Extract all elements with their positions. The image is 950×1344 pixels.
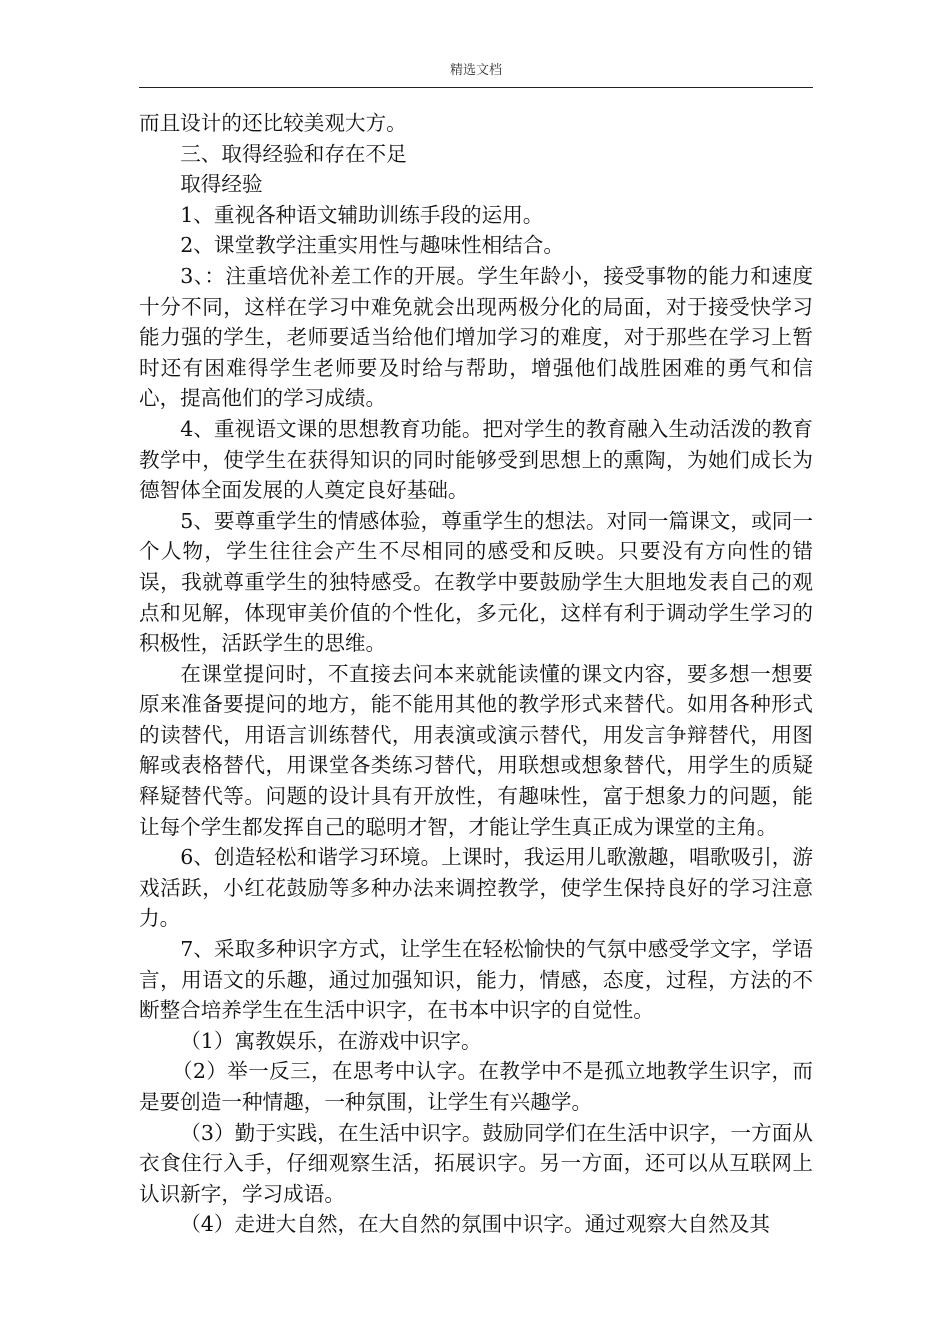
list-item: 3、：注重培优补差工作的开展。学生年龄小，接受事物的能力和速度十分不同，这样在学习中难免就会出现两极分化的局面，对于接受快学习能力强的学生，老师要适当给他们增加学习的难度，对于那些在学习上暂时还有困难得学生老师要及时给与帮助，增强他们战胜困难的勇气和信心，提高他们的学习成绩。: [139, 263, 813, 411]
page-header: 精选文档: [449, 63, 502, 78]
list-item: 7、采取多种识字方式，让学生在轻松愉快的气氛中感受学文字，学语言，用语文的乐趣，通过加强知识，能力，情感，态度，过程，方法的不断整合培养学生在生活中识字，在书本中识字的自觉性。: [139, 937, 813, 1023]
sub-list-item: （3）勤于实践，在生活中识字。鼓励同学们在生活中识字，一方面从衣食住行入手，仔细观察生活，拓展识字。另一方面，还可以从互联网上认识新字，学习成语。: [139, 1120, 813, 1206]
paragraph: 而且设计的还比较美观大方。: [139, 111, 407, 135]
list-item: 5、要尊重学生的情感体验，尊重学生的想法。对同一篇课文，或同一个人物，学生往往会产生不尽相同的感受和反映。只要没有方向性的错误，我就尊重学生的独特感受。在教学中要鼓励学生大胆地发表自己的观点和见解，体现审美价值的个性化，多元化，这样有利于调动学生学习的积极性，活跃学生的思维。: [139, 508, 813, 656]
section-heading: 三、取得经验和存在不足: [180, 141, 407, 166]
sub-list-item: （1）寓教娱乐，在游戏中识字。: [180, 1028, 482, 1053]
list-item: 4、重视语文课的思想教育功能。把对学生的教育融入生动活泼的教育教学中，使学生在获得知识的同时能够受到思想上的熏陶，为她们成长为德智体全面发展的人奠定良好基础。: [139, 416, 813, 503]
list-item: 1、重视各种语文辅助训练手段的运用。: [180, 202, 544, 227]
sub-list-item: （2）举一反三，在思考中认字。在教学中不是孤立地教学生识字，而是要创造一种情趣，一种氛围，让学生有兴趣学。: [139, 1059, 813, 1114]
paragraph: 在课堂提问时，不直接去问本来就能读懂的课文内容，要多想一想要原来准备要提问的地方，能不能用其他的教学形式来替代。如用各种形式的读替代，用语言训练替代，用表演或演示替代，用发言争辩替代，用图解或表格替代，用课堂各类练习替代，用联想或想象替代，用学生的质疑释疑替代等。问题的设计具有开放性，有趣味性，富于想象力的问题，能让每个学生都发挥自己的聪明才智，才能让学生真正成为课堂的主角。: [139, 661, 813, 839]
list-item: 6、创造轻松和谐学习环境。上课时，我运用儿歌激趣，唱歌吸引，游戏活跃，小红花鼓励等多种办法来调控教学，使学生保持良好的学习注意力。: [139, 845, 813, 931]
subsection-heading: 取得经验: [180, 172, 263, 197]
list-item: 2、课堂教学注重实用性与趣味性相结合。: [180, 233, 564, 258]
header-divider: [139, 87, 813, 88]
sub-list-item: （4）走进大自然，在大自然的氛围中识字。通过观察大自然及其: [180, 1212, 770, 1237]
document-body: [139, 108, 813, 1240]
